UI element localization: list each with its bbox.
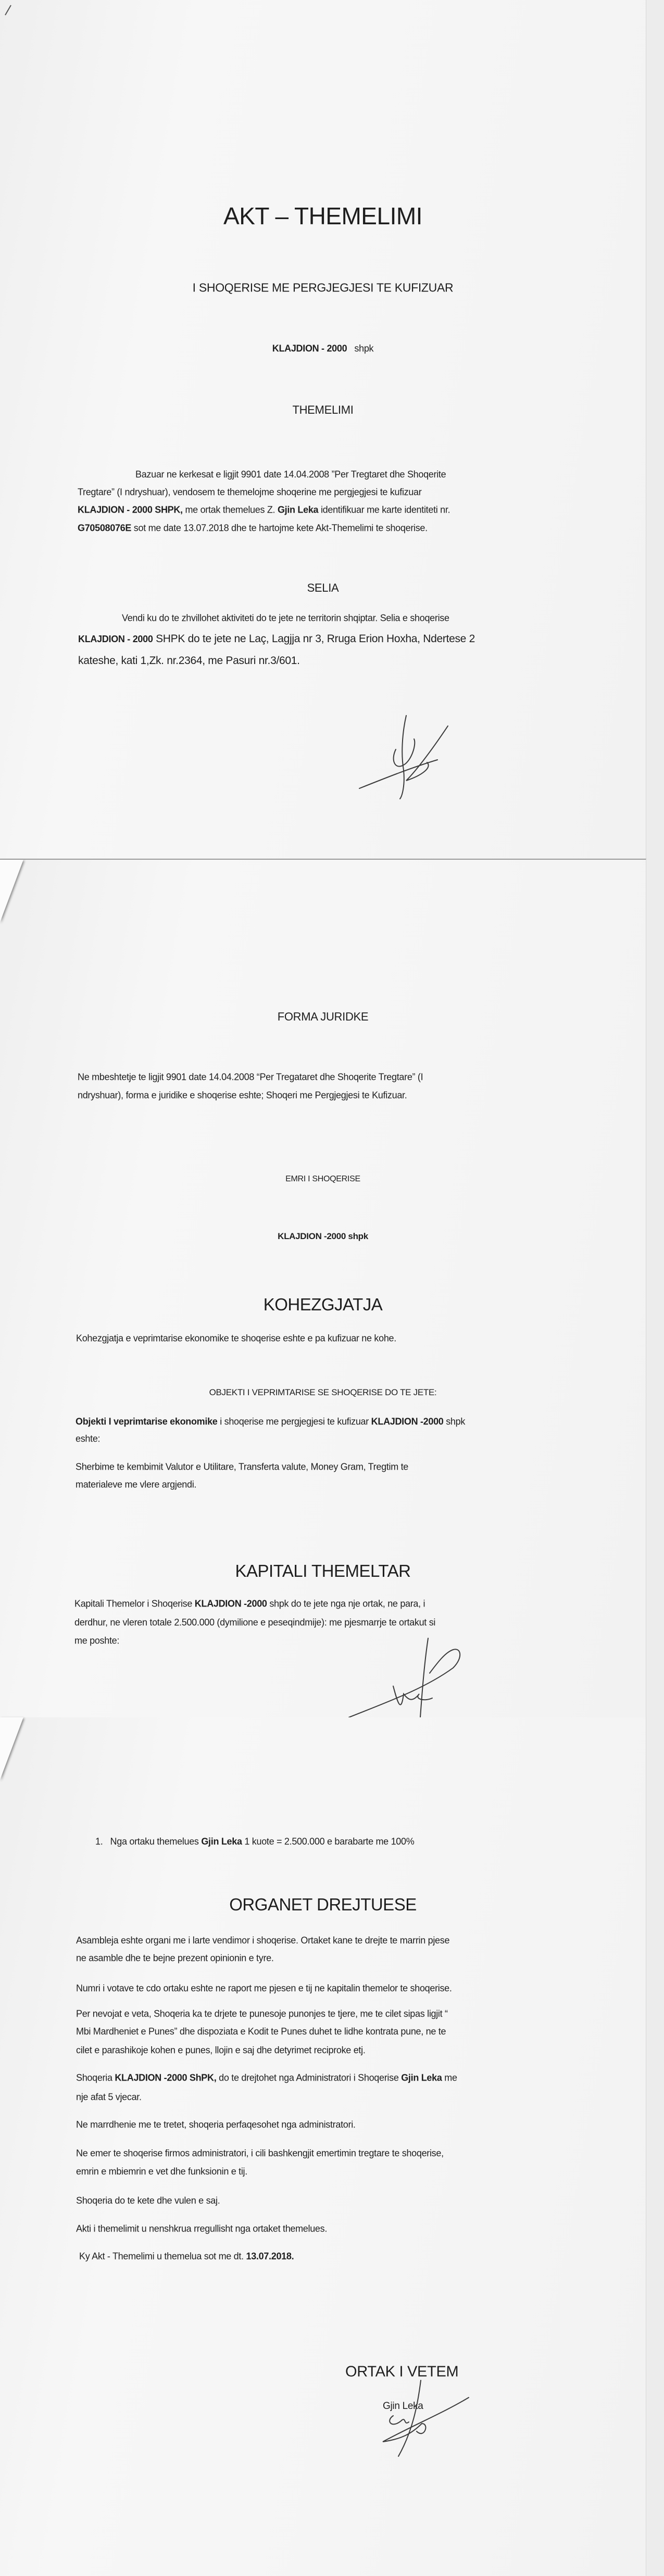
bold-text: KLAJDION -2000 ShPK, <box>115 2072 217 2083</box>
bold-text: KLAJDION - 2000 SHPK, <box>78 504 183 515</box>
paragraph-line: nje afat 5 vjecar. <box>76 2092 142 2102</box>
text: SHPK do te jete ne Laç, Lagjja nr 3, Rruga Erion Hoxha, Ndertese 2 <box>153 633 475 645</box>
paragraph-line: Vendi ku do te zhvillohet aktiviteti do te jete ne territorin shqiptar. Selia e shoqerise <box>122 613 449 623</box>
paragraph-line: me poshte: <box>74 1635 120 1646</box>
paragraph-line: Ne emer te shoqerise firmos administratori, i cili bashkengjit emertimin tregtare te shoqerise, <box>76 2148 444 2159</box>
text: Nga ortaku themelues <box>110 1836 202 1847</box>
paragraph-line: Bazuar ne kerkesat e ligjit 9901 date 14.04.2008 ”Per Tregtaret dhe Shoqerite <box>135 469 446 480</box>
section-heading-forma-juridike: FORMA JURIDKE <box>277 1010 369 1023</box>
paragraph-line: ne asamble dhe te bejne prezent opinionin e tyre. <box>76 1953 274 1963</box>
paragraph-line: Ne marrdhenie me te tretet, shoqeria perfaqesohet nga administratori. <box>76 2119 356 2130</box>
section-heading-kapitali: KAPITALI THEMELTAR <box>235 1561 411 1580</box>
document-page-2 <box>0 859 646 1718</box>
text: Ky Akt - Themelimi u themelua sot me dt. <box>79 2251 246 2262</box>
text: identifikuar me karte identiteti nr. <box>318 504 450 515</box>
company-name <box>0 343 646 354</box>
list-number: 1. <box>95 1836 103 1847</box>
signature <box>346 1637 471 1717</box>
paragraph-line: ndryshuar), forma e juridike e shoqerise eshte; Shoqeri me Pergjegjesi te Kufizuar. <box>78 1090 407 1101</box>
paragraph-line: Kohezgjatja e veprimtarise ekonomike te shoqerise eshte e pa kufizuar ne kohe. <box>76 1333 396 1344</box>
document-title: AKT – THEMELIMI <box>223 202 422 229</box>
paragraph-line: Per nevojat e veta, Shoqeria ka te drjete te punesoje punonjes te tjere, me te cilet sipas ligjit “ <box>76 2008 448 2019</box>
signature-title: ORTAK I VETEM <box>345 2363 459 2380</box>
signature <box>354 713 453 801</box>
paragraph-line: emrin e mbiemrin e vet dhe funksionin e tij. <box>76 2166 247 2177</box>
paragraph-line: Shoqeria do te kete dhe vulen e saj. <box>76 2195 220 2206</box>
paragraph-line <box>78 523 428 534</box>
text: shpk <box>443 1416 466 1427</box>
text: sot me date 13.07.2018 dhe te hartojme kete Akt-Themelimi te shoqerise. <box>131 522 428 533</box>
folded-corner <box>0 1717 23 1780</box>
bold-text: Objekti I veprimtarise ekonomike <box>76 1416 218 1427</box>
paragraph-line: materialeve me vlere argjendi. <box>76 1479 197 1490</box>
document-subtitle: I SHOQERISE ME PERGJEGJESI TE KUFIZUAR <box>192 280 454 295</box>
closing-line <box>79 2251 294 2262</box>
signature-name: Gjin Leka <box>383 2401 423 2412</box>
section-heading-selia: SELIA <box>307 581 339 594</box>
bold-text: G70508076E <box>78 522 132 533</box>
bold-text: KLAJDION -2000 <box>371 1416 444 1427</box>
text: Shoqeria <box>76 2072 115 2083</box>
paragraph-line: Asambleja eshte organi me i larte vendimor i shoqerise. Ortaket kane te drejte te marrin pjese <box>76 1935 450 1946</box>
document-page-1 <box>0 0 646 859</box>
bold-text: KLAJDION - 2000 <box>78 634 153 644</box>
paragraph-line <box>74 1599 425 1610</box>
section-heading-organet: ORGANET DREJTUESE <box>229 1895 417 1914</box>
paragraph-line <box>78 505 450 516</box>
paragraph-line: Mbi Mardheniet e Punes” dhe dispoziata e Kodit te Punes duhet te lidhe kontrata pune, ne te <box>76 2026 446 2037</box>
section-heading-emri: EMRI I SHOQERISE <box>285 1175 360 1183</box>
paragraph-line <box>76 1417 465 1427</box>
paragraph-line: kateshe, kati 1,Zk. nr.2364, me Pasuri nr.3/601. <box>78 655 300 667</box>
section-heading-themelimi: THEMELIMI <box>292 403 354 416</box>
text: shpk do te jete nga nje ortak, ne para, i <box>267 1598 425 1609</box>
company-name: KLAJDION -2000 shpk <box>278 1231 368 1241</box>
paragraph-line: Numri i votave te cdo ortaku eshte ne raport me pjesen e tij ne kapitalin themelor te shoqerise. <box>76 1983 452 1994</box>
text: 1 kuote = 2.500.000 e barabarte me 100% <box>242 1836 415 1847</box>
paragraph-line: eshte: <box>76 1433 101 1444</box>
text: i shoqerise me pergjegjesi te kufizuar <box>217 1416 371 1427</box>
signature <box>380 2379 474 2457</box>
paragraph-line: derdhur, ne vleren totale 2.500.000 (dymilione e peseqindmije): me pjesmarrje te ortakut si <box>74 1617 436 1628</box>
pen-mark <box>5 5 11 15</box>
paragraph-line <box>78 633 475 645</box>
text: Kapitali Themelor i Shoqerise <box>74 1598 195 1609</box>
section-heading-kohezgjatja: KOHEZGJATJA <box>263 1295 383 1314</box>
bold-text: Gjin Leka <box>201 1836 242 1847</box>
closing-date: 13.07.2018. <box>246 2251 294 2262</box>
paragraph-line: cilet e parashikoje kohen e punes, llojin e saj dhe detyrimet reciproke etj. <box>76 2045 366 2056</box>
paragraph-line: Sherbime te kembimit Valutor e Utilitare, Transferta valute, Money Gram, Tregtim te <box>76 1461 409 1472</box>
section-heading-objekti: OBJEKTI I VEPRIMTARISE SE SHOQERISE DO TE JETE: <box>209 1387 437 1397</box>
folded-corner <box>0 860 23 922</box>
paragraph-line: Ne mbeshtetje te ligjit 9901 date 14.04.2008 “Per Tregataret dhe Shoqerite Tregtare” (I <box>78 1072 423 1082</box>
bold-text: Gjin Leka <box>277 504 319 515</box>
text: me <box>442 2072 457 2083</box>
list-item <box>95 1837 414 1847</box>
company-name-bold: KLAJDION - 2000 <box>272 343 347 354</box>
paragraph-line <box>76 2073 457 2084</box>
text: do te drejtohet nga Administratori i Shoqerise <box>216 2072 402 2083</box>
paragraph-line: Tregtare” (I ndryshuar), vendosem te themelojme shoqerine me pergjegjesi te kufizuar <box>78 487 422 498</box>
company-suffix: shpk <box>354 343 374 354</box>
bold-text: Gjin Leka <box>401 2072 442 2083</box>
bold-text: KLAJDION -2000 <box>194 1598 267 1609</box>
text: me ortak themelues Z. <box>182 504 278 515</box>
paragraph-line: Akti i themelimit u nenshkrua rregullisht nga ortaket themelues. <box>76 2223 328 2234</box>
